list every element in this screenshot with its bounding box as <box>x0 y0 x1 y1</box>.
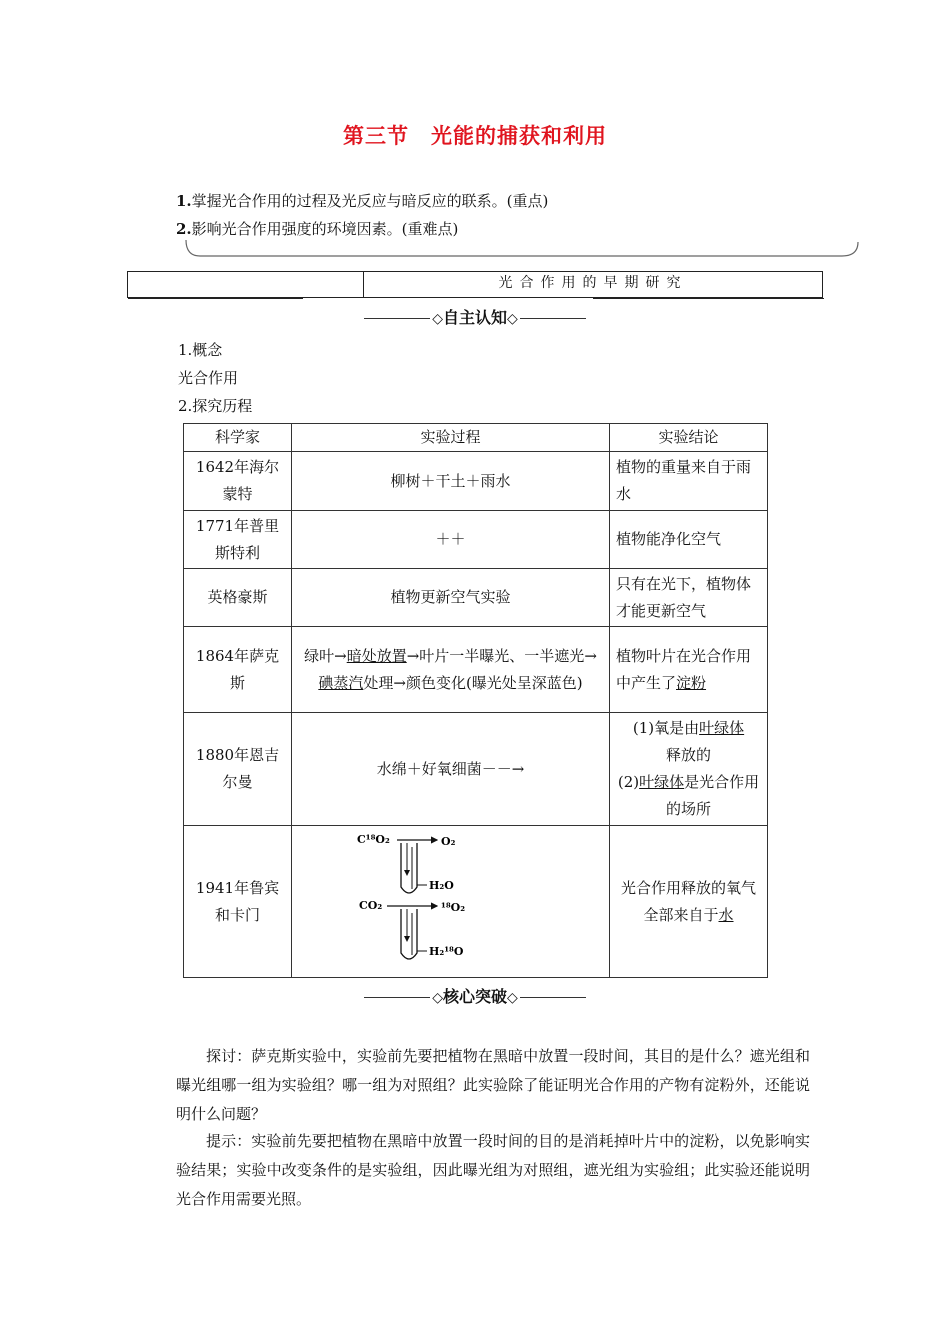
tube2-output-label: ¹⁸O₂ <box>440 900 465 914</box>
cell-conclusion: 只有在光下，植物体才能更新空气 <box>610 569 768 627</box>
item-2-label: 2.探究历程 <box>178 397 253 415</box>
cell-scientist: 英格豪斯 <box>184 569 292 627</box>
history-table <box>183 423 768 978</box>
cell-conclusion: 植物能净化空气 <box>610 511 768 569</box>
table-row <box>184 511 768 569</box>
cell-process: 水绵＋好氧细菌－－→ <box>292 713 610 826</box>
table-row <box>184 452 768 511</box>
cell-conclusion: 植物叶片在光合作用中产生了淀粉 <box>610 627 768 713</box>
cell-scientist: 1864年萨克斯 <box>184 627 292 713</box>
cell-scientist: 1941年鲁宾和卡门 <box>184 826 292 978</box>
cell-scientist: 1880年恩吉尔曼 <box>184 713 292 826</box>
banner-title: 光合作用的早期研究 <box>498 275 688 291</box>
cell-process: 植物更新空气实验 <box>292 569 610 627</box>
isotope-experiment-diagram <box>351 829 551 975</box>
learning-goal-1: 1.掌握光合作用的过程及光反应与暗反应的联系。(重点) <box>176 192 549 210</box>
header-scientist: 科学家 <box>184 424 292 452</box>
tube1-output-label: O₂ <box>440 834 455 848</box>
header-conclusion: 实验结论 <box>610 424 768 452</box>
section-banner <box>127 271 823 298</box>
cell-process: 绿叶→暗处放置→叶片一半曝光、一半遮光→碘蒸汽处理→颜色变化(曝光处呈深蓝色) <box>292 627 610 713</box>
cell-conclusion: 光合作用释放的氧气全部来自于水 <box>610 826 768 978</box>
cell-process-figure <box>292 826 610 978</box>
item-1-label: 1.概念 <box>178 341 223 359</box>
goals-bracket <box>178 238 864 260</box>
item-1-text: 光合作用 <box>178 369 239 387</box>
test-tube-1 <box>357 833 456 893</box>
test-tube-2 <box>359 899 465 959</box>
section-heading-self-study: ◇自主认知◇ <box>0 305 950 328</box>
cell-process: ＋＋ <box>292 511 610 569</box>
tube2-input-label: CO₂ <box>358 898 382 912</box>
table-row <box>184 569 768 627</box>
cell-scientist: 1771年普里斯特利 <box>184 511 292 569</box>
cell-conclusion: 植物的重量来自于雨水 <box>610 452 768 511</box>
tube1-water-label: H₂O <box>428 878 454 892</box>
discussion-paragraph: 探讨：萨克斯实验中，实验前先要把植物在黑暗中放置一段时间，其目的是什么？遮光组和曝光组哪一组为实验组？哪一组为对照组？此实验除了能证明光合作用的产物有淀粉外，还能说明什么问题？ <box>176 1047 810 1123</box>
learning-goal-2: 2.影响光合作用强度的环境因素。(重难点) <box>176 220 459 238</box>
table-row <box>184 713 768 826</box>
section-heading-core-breakthrough: ◇核心突破◇ <box>0 984 950 1007</box>
cell-conclusion: (1)氧是由叶绿体 释放的 (2)叶绿体是光合作用的场所 <box>610 713 768 826</box>
header-process: 实验过程 <box>292 424 610 452</box>
table-row <box>184 627 768 713</box>
table-row <box>184 826 768 978</box>
page-title: 第三节 光能的捕获和利用 <box>343 124 607 148</box>
cell-scientist: 1642年海尔蒙特 <box>184 452 292 511</box>
tube1-input-label: C¹⁸O₂ <box>356 832 390 846</box>
hint-paragraph: 提示：实验前先要把植物在黑暗中放置一段时间的目的是消耗掉叶片中的淀粉，以免影响实验结果；实验中改变条件的是实验组，因此曝光组为对照组，遮光组为实验组；此实验还能说明光合作用需要光照。 <box>176 1132 810 1208</box>
table-header-row <box>184 424 768 452</box>
tube2-water-label: H₂¹⁸O <box>428 944 463 958</box>
cell-process: 柳树＋干土＋雨水 <box>292 452 610 511</box>
